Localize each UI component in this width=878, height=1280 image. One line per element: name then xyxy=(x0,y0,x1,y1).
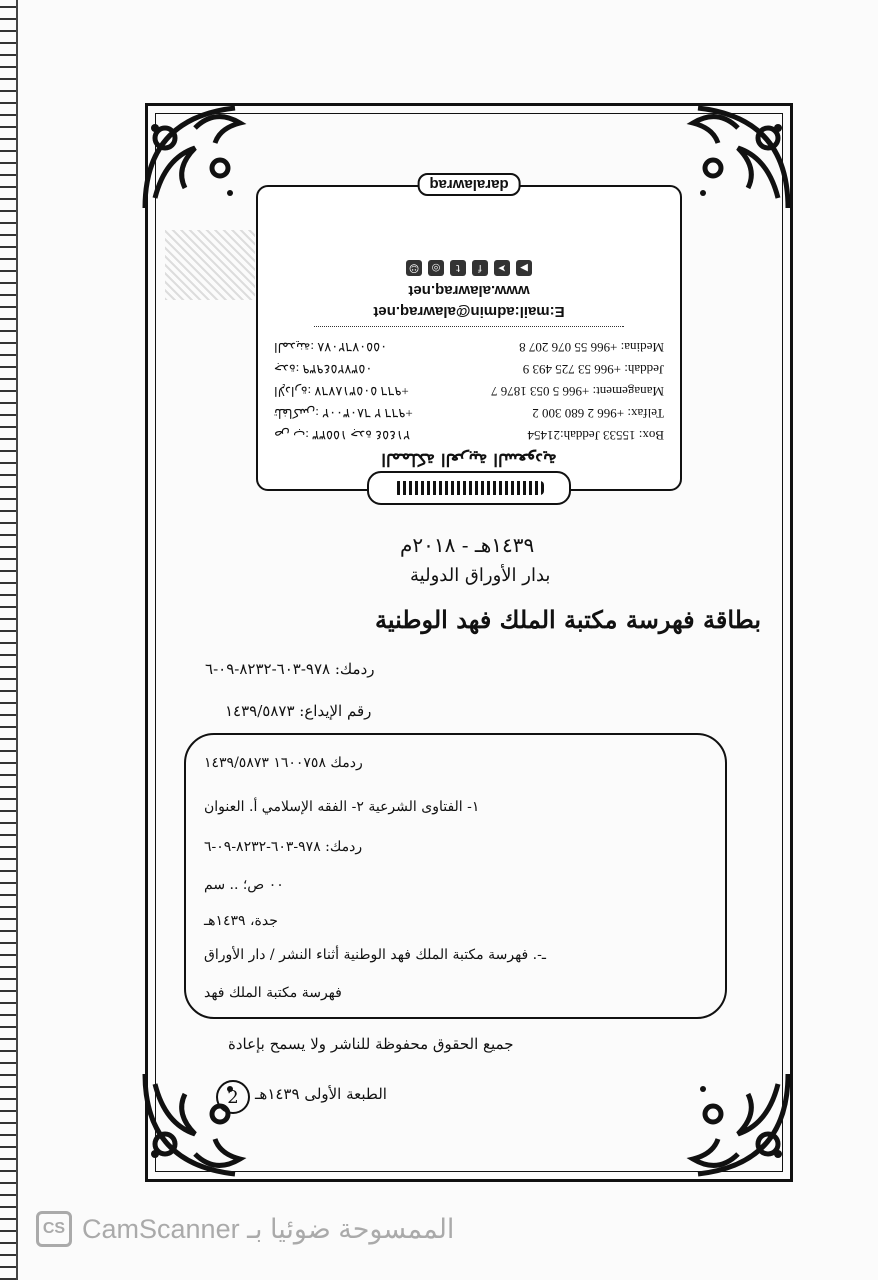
instagram-icon: ◎ xyxy=(428,260,444,276)
handwritten-deposit-number: رقم الإيداع: ١٤٣٩/٥٨٧٣ xyxy=(225,702,372,720)
catalog-line: ردمك ١٦٠٠٧٥٨ ١٤٣٩/٥٨٧٣ xyxy=(204,755,363,771)
catalog-line: ١- الفتاوى الشرعية ٢- الفقه الإسلامي أ. العنوان xyxy=(204,799,480,815)
publisher-card xyxy=(256,176,682,491)
publisher-row-en: Medina: +966 55 076 207 8 xyxy=(519,340,664,355)
dotted-divider xyxy=(314,326,624,327)
publisher-row xyxy=(274,405,664,421)
publisher-row xyxy=(274,383,664,399)
catalog-line: ٠٠ ص؛ .. سم xyxy=(204,877,284,893)
publisher-row-ar: الإدارة: ٥٠٥٣١٨٧٦٧ ٩٦٦+ xyxy=(274,384,409,399)
publisher-row xyxy=(274,339,664,355)
publisher-row-ar: ص ب: ١٥٥٣٣ جدة ٢١٤٥٤ xyxy=(274,428,411,443)
publisher-row-ar: تلفاكس: ٦٨٠٣٠٠٢ ٢ ٩٦٦+ xyxy=(274,406,413,421)
publisher-email: E:mail:admin@alawraq.net xyxy=(373,303,565,320)
catalog-line: ردمك: ٩٧٨-٦٠٣-٨٢٣٢-٠٩-٦ xyxy=(204,839,363,855)
publisher-row-ar: المدينة: ٠٥٥٠٧٦٢٠٧٨ xyxy=(274,340,388,355)
handwritten-date: ١٤٣٩هـ - ٢٠١٨م xyxy=(400,533,535,557)
publisher-row-en: Jeddah: +966 53 725 493 9 xyxy=(522,362,664,377)
catalog-line: ـ-. فهرسة مكتبة الملك فهد الوطنية أثناء النشر / دار الأوراق xyxy=(204,947,546,963)
corner-ornament-icon xyxy=(135,98,255,218)
catalog-line: فهرسة مكتبة الملك فهد xyxy=(204,985,342,1001)
publisher-row-en: Telfax: +966 2 680 300 2 xyxy=(532,406,664,421)
catalog-info-box xyxy=(184,733,727,1019)
publisher-row-ar: جدة: ٠٥٣٧٢٥٤٩٣٩ xyxy=(274,362,373,377)
social-icons xyxy=(274,260,664,276)
twitter-icon: t xyxy=(450,260,466,276)
camscanner-text: CamScanner الممسوحة ضوئيا بـ xyxy=(82,1213,455,1244)
publisher-brand: daralawraq xyxy=(417,173,520,196)
publisher-title: المملكة العربية السعودية xyxy=(381,449,557,469)
circled-number: 2 xyxy=(216,1080,250,1114)
youtube-icon: ▶ xyxy=(516,260,532,276)
publisher-row xyxy=(274,427,664,443)
notebook-binding xyxy=(0,0,18,1280)
publisher-website: www.alawraq.net xyxy=(408,282,530,299)
rights-line: جميع الحقوق محفوظة للناشر ولا يسمح بإعادة xyxy=(228,1035,514,1053)
publisher-row-en: Box: 15533 Jeddah:21454 xyxy=(527,428,664,443)
facebook-icon: f xyxy=(472,260,488,276)
camscanner-watermark xyxy=(36,1211,454,1247)
catalog-line: جدة، ١٤٣٩هـ xyxy=(204,913,278,929)
handwritten-subtitle: بدار الأوراق الدولية xyxy=(410,565,551,586)
handwritten-title: بطاقة فهرسة مكتبة الملك فهد الوطنية xyxy=(375,605,762,634)
publisher-row-en: Management: +966 5 053 1876 7 xyxy=(490,384,664,399)
handwritten-isbn: ردمك: ٩٧٨-٦٠٣-٨٢٣٢-٠٩-٦ xyxy=(205,660,375,678)
edition-line: الطبعة الأولى ١٤٣٩هـ xyxy=(255,1085,387,1103)
corner-ornament-icon xyxy=(678,1064,798,1184)
snapchat-icon: ☺ xyxy=(406,260,422,276)
publisher-row xyxy=(274,361,664,377)
telegram-icon: ➤ xyxy=(494,260,510,276)
camscanner-logo-icon: CS xyxy=(36,1211,72,1247)
corner-ornament-icon xyxy=(678,98,798,218)
